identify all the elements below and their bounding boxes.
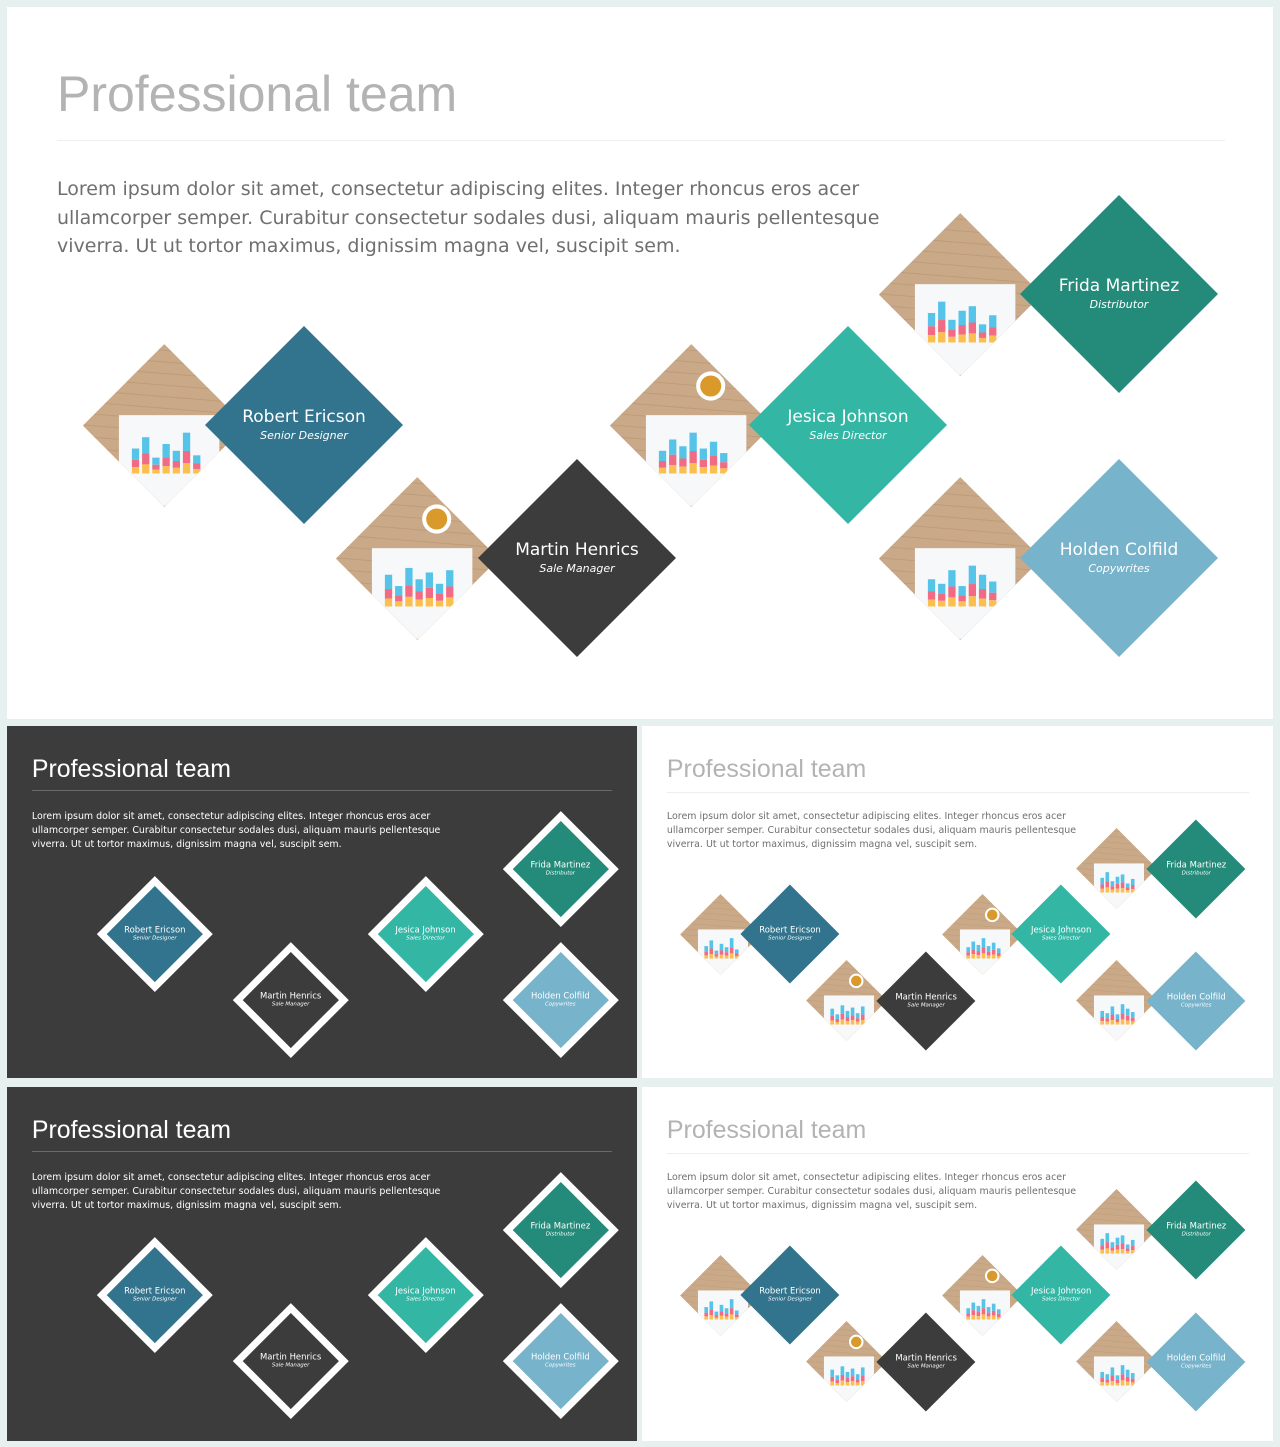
member-label [895,1352,957,1371]
slide-preview-3[interactable] [642,726,1273,1078]
member-label [1167,991,1226,1010]
member-name: Holden Colfild [1059,540,1179,560]
member-name: Jesica Johnson [1030,1285,1092,1296]
title-divider [32,1151,612,1152]
slide-title: Professional team [31,1115,231,1144]
member-label [260,1352,321,1371]
member-role: Sale Manager [907,1002,945,1009]
slide-title: Professional team [666,1115,867,1144]
member-label [531,1352,590,1371]
member-name: Jesica Johnson [395,1285,456,1296]
member-name: Holden Colfild [530,990,590,1001]
member-label [1167,1352,1226,1371]
member-role: Distributor [545,1231,575,1238]
member-name: Frida Martinez [1166,859,1227,870]
member-label [530,859,590,878]
member-label [395,1286,455,1305]
member-role: Senior Designer [260,429,348,442]
member-label [395,925,455,944]
member-label [531,991,590,1010]
member-label [1031,1286,1091,1305]
member-role: Senior Designer [768,1296,812,1303]
member-name: Holden Colfild [530,1351,590,1362]
member-name: Robert Ericson [124,924,186,935]
member-role: Copywrites [545,1362,576,1369]
member-name: Jesica Johnson [787,407,909,427]
member-photo-martin-henrics [806,960,887,1041]
member-role: Distributor [545,870,575,877]
member-label [1166,860,1226,879]
slide-preview-4[interactable] [7,1087,637,1441]
member-name: Frida Martinez [530,859,591,870]
member-label [260,991,321,1010]
member-role: Sale Manager [539,562,615,575]
member-photo-holden-colfild [879,477,1041,639]
member-photo-jesica-johnson [610,344,772,506]
member-role: Sale Manager [907,1363,945,1370]
member-name: Holden Colfild [1166,991,1226,1002]
member-role: Sale Manager [271,1362,310,1369]
member-label [530,1220,590,1239]
member-name: Jesica Johnson [1030,924,1092,935]
slide-title: Professional team [666,754,867,783]
member-role: Senior Designer [132,1296,177,1303]
slide-preview-2[interactable] [7,726,637,1078]
member-name: Martin Henrics [259,1351,322,1362]
member-photo-martin-henrics [336,477,498,639]
member-label [124,925,185,944]
member-label [759,1286,821,1305]
member-name: Frida Martinez [530,1220,591,1231]
member-name: Holden Colfild [1166,1352,1226,1363]
slide-body-text: Lorem ipsum dolor sit amet, consectetur adipiscing elites. Integer rhoncus eros acer ullamcorper semper. Curabitur consectetur sodales dusi, aliquam mauris pellentesque viverra. Ut ut tortor maximus, dignissim magna vel, suscipit sem. [31,810,441,850]
title-divider [32,790,612,791]
member-photo-holden-colfild [1077,960,1158,1041]
member-name: Martin Henrics [895,1352,957,1363]
slide-body-text: Lorem ipsum dolor sit amet, consectetur adipiscing elites. Integer rhoncus eros acer ullamcorper semper. Curabitur consectetur sodales dusi, aliquam mauris pellentesque viverra. Ut ut tortor maximus, dignissim magna vel, suscipit sem. [31,1171,441,1211]
member-role: Senior Designer [768,935,812,942]
member-role: Distributor [1089,298,1149,311]
member-role: Sales Director [1041,1296,1081,1303]
member-label [124,1286,185,1305]
member-role: Sales Director [406,1296,445,1303]
member-role: Sale Manager [271,1001,310,1008]
member-name: Robert Ericson [242,407,366,427]
slide-title: Professional team [31,754,231,783]
member-label [895,991,957,1010]
member-photo-holden-colfild [1077,1321,1158,1402]
member-name: Martin Henrics [515,540,639,560]
slide-body-text: Lorem ipsum dolor sit amet, consectetur adipiscing elites. Integer rhoncus eros acer ullamcorper semper. Curabitur consectetur sodales dusi, aliquam mauris pellentesque viverra. Ut ut tortor maximus, dignissim magna vel, suscipit sem. [666,810,1077,851]
title-divider [667,792,1249,793]
slide-title: Professional team [57,66,458,122]
member-name: Robert Ericson [759,1285,821,1296]
member-label [1060,539,1179,577]
member-label [1031,925,1091,944]
member-label [759,925,821,944]
member-role: Copywrites [545,1001,576,1008]
member-role: Sales Director [406,935,445,942]
member-name: Frida Martinez [1058,276,1180,296]
member-label [787,406,908,444]
member-label [515,539,639,577]
member-role: Sales Director [1041,935,1081,942]
slide-body-text: Lorem ipsum dolor sit amet, consectetur adipiscing elites. Integer rhoncus eros acer ullamcorper semper. Curabitur consectetur sodales dusi, aliquam mauris pellentesque viverra. Ut ut tortor maximus, dignissim magna vel, suscipit sem. [57,178,880,257]
member-role: Senior Designer [132,935,177,942]
member-role: Sales Director [809,429,887,442]
member-role: Copywrites [1180,1002,1212,1009]
member-name: Jesica Johnson [395,924,456,935]
member-photo-martin-henrics [806,1321,887,1402]
slide-preview-5[interactable] [642,1087,1273,1441]
member-role: Distributor [1181,870,1211,877]
member-label [1166,1221,1226,1240]
member-name: Martin Henrics [259,990,322,1001]
member-label [1059,275,1180,313]
member-name: Robert Ericson [759,924,821,935]
member-name: Robert Ericson [124,1285,186,1296]
member-role: Distributor [1181,1231,1211,1238]
member-role: Copywrites [1088,562,1150,575]
member-name: Martin Henrics [895,991,957,1002]
slide-body-text: Lorem ipsum dolor sit amet, consectetur adipiscing elites. Integer rhoncus eros acer ullamcorper semper. Curabitur consectetur sodales dusi, aliquam mauris pellentesque viverra. Ut ut tortor maximus, dignissim magna vel, suscipit sem. [666,1171,1077,1212]
title-divider [57,140,1225,141]
member-role: Copywrites [1180,1363,1212,1370]
member-name: Frida Martinez [1166,1220,1227,1231]
title-divider [667,1153,1249,1154]
slide-preview-1[interactable] [7,7,1273,719]
member-label [242,406,366,444]
